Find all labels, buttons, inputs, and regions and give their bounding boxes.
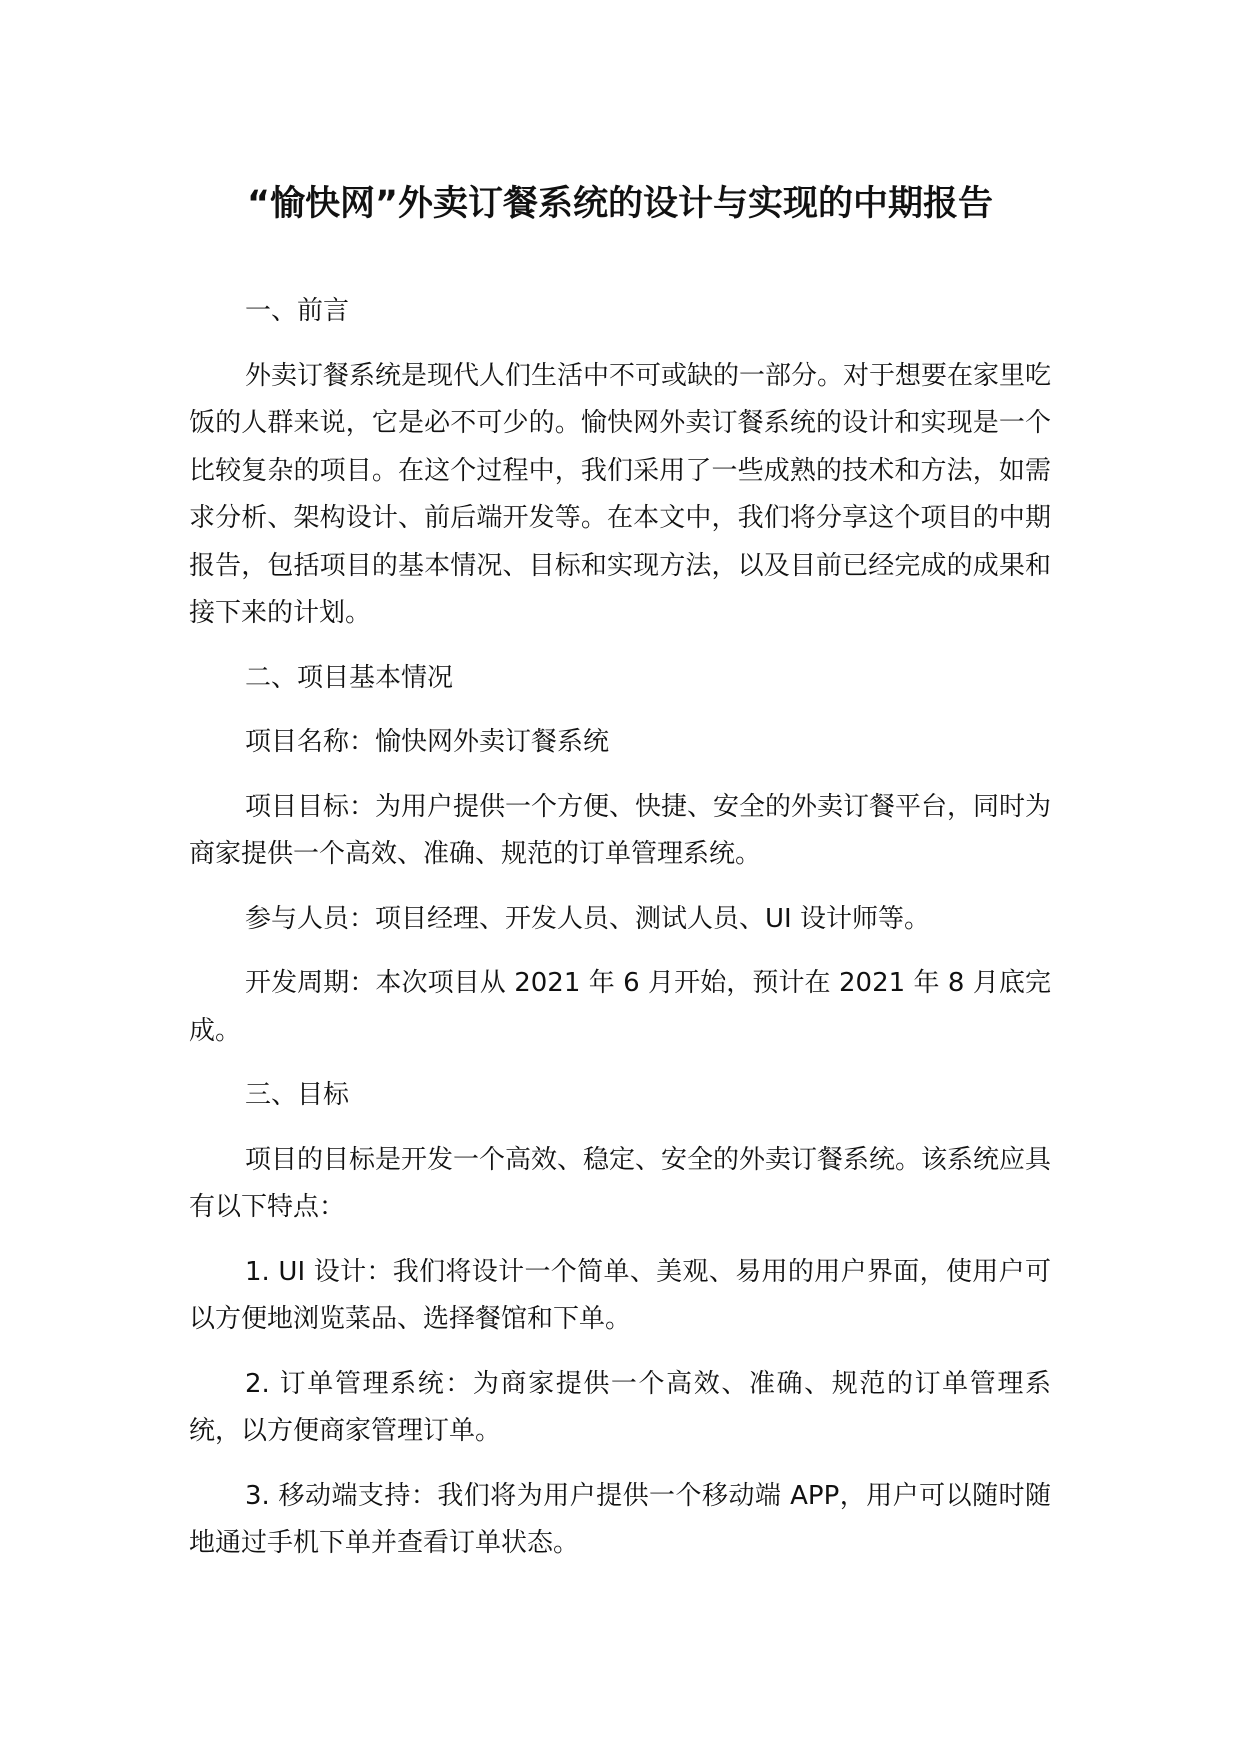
section-heading-goals: 三、目标: [245, 1080, 350, 1110]
paragraph-project-goal: 项目目标：为用户提供一个方便、快捷、安全的外卖订餐平台，同时为商家提供一个高效、准确、规范的订单管理系统。: [189, 791, 1052, 869]
section-heading-project-info: 二、项目基本情况: [245, 662, 454, 693]
paragraph-participants: 参与人员：项目经理、开发人员、测试人员、UI 设计师等。: [245, 903, 930, 934]
list-item-mobile-support: 3. 移动端支持：我们将为用户提供一个移动端 APP，用户可以随时随地通过手机下单并查看订单状态。: [189, 1480, 1051, 1558]
paragraph-dev-cycle: 开发周期：本次项目从 2021 年 6 月开始，预计在 2021 年 8 月底完成。: [189, 968, 1051, 1046]
paragraph-preface: 外卖订餐系统是现代人们生活中不可或缺的一部分。对于想要在家里吃饭的人群来说，它是必不可少的。愉快网外卖订餐系统的设计和实现是一个比较复杂的项目。在这个过程中，我们采用了一些成熟的技术和方法，如需求分析、架构设计、前后端开发等。在本文中，我们将分享这个项目的中期报告，包括项目的基本情况、目标和实现方法，以及目前已经完成的成果和接下来的计划。: [189, 360, 1052, 628]
list-item-order-management: 2. 订单管理系统：为商家提供一个高效、准确、规范的订单管理系统，以方便商家管理订单。: [189, 1368, 1051, 1446]
paragraph-project-name: 项目名称：愉快网外卖订餐系统: [245, 727, 610, 757]
document-title: “愉快网”外卖订餐系统的设计与实现的中期报告: [246, 184, 993, 224]
paragraph-goals-intro: 项目的目标是开发一个高效、稳定、安全的外卖订餐系统。该系统应具有以下特点：: [189, 1144, 1052, 1222]
section-heading-preface: 一、前言: [245, 296, 350, 326]
list-item-ui-design: 1. UI 设计：我们将设计一个简单、美观、易用的用户界面，使用户可以方便地浏览菜品、选择餐馆和下单。: [189, 1256, 1051, 1334]
document-body: [189, 288, 1051, 1585]
